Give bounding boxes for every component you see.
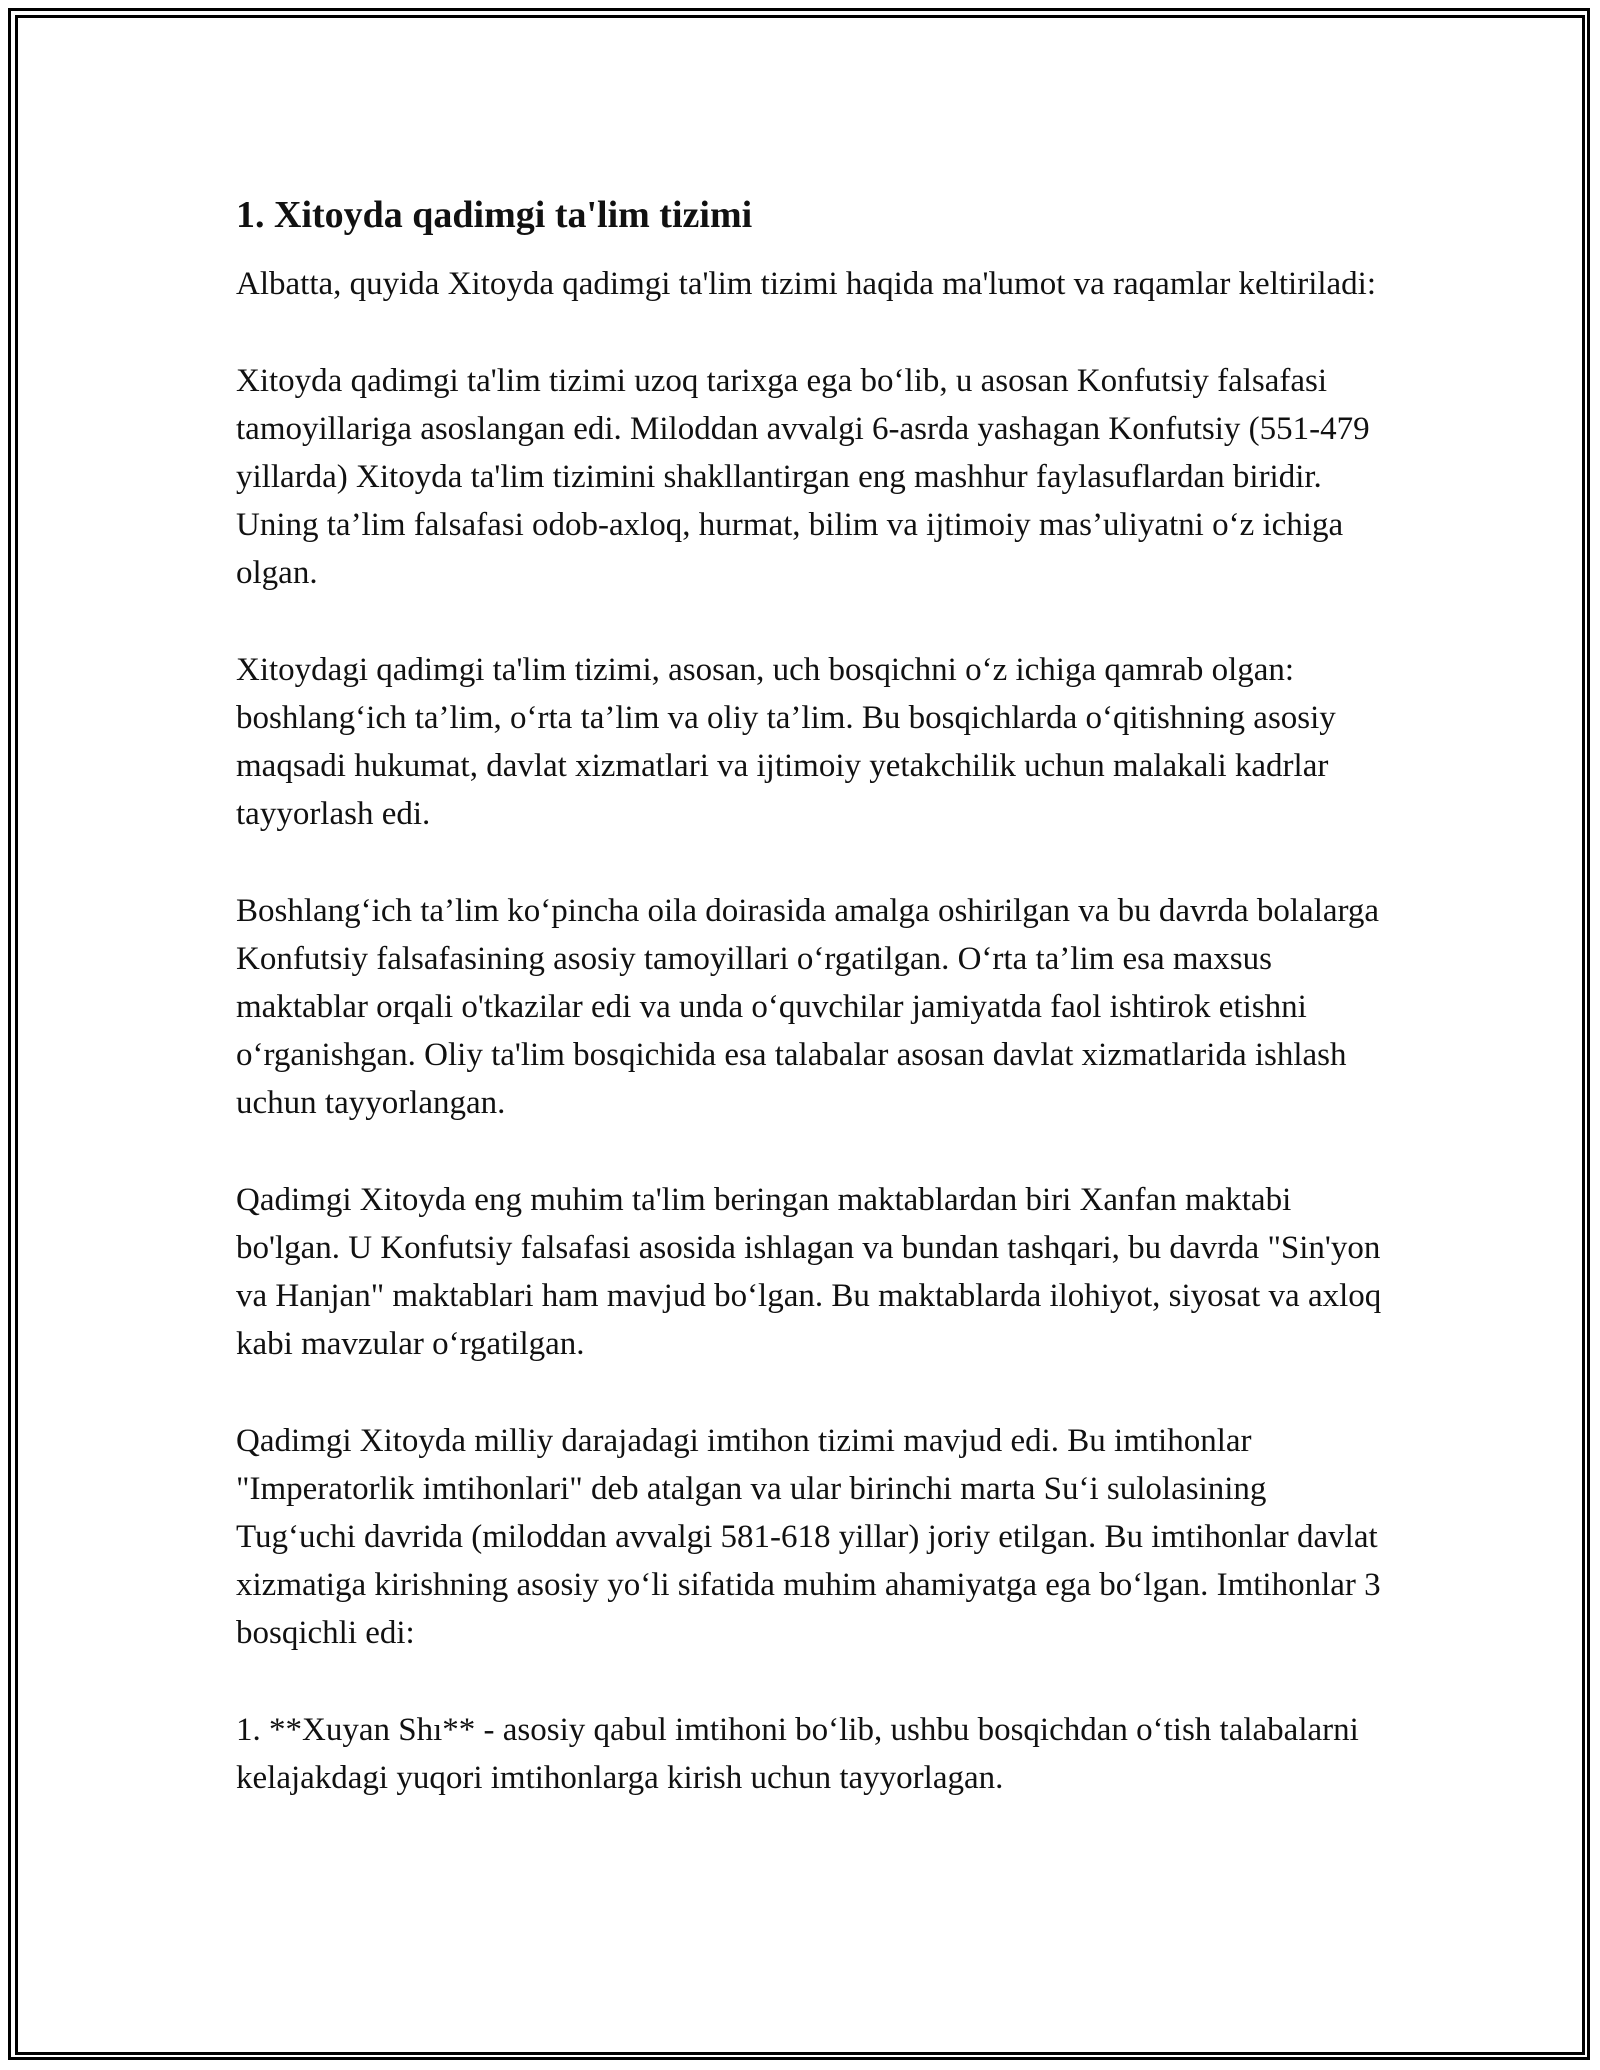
paragraph-history: Xitoyda qadimgi ta'lim tizimi uzoq tarixga ega bo‘lib, u asosan Konfutsiy falsafasi tamoyillariga asoslangan edi. Miloddan avvalgi 6-asrda yashagan Konfutsiy (551-479 yillarda) Xitoyda ta'lim tizimini shakllantirgan eng mashhur faylasuflardan biridir. Uning ta’lim falsafasi odob-axloq, hurmat, bilim va ijtimoiy mas’uliyatni o‘z ichiga olgan. [236, 363, 1370, 591]
paragraph-exams: Qadimgi Xitoyda milliy darajadagi imtihon tizimi mavjud edi. Bu imtihonlar "Imperatorlik imtihonlari" deb atalgan va ular birinchi marta Su‘i sulolasining Tug‘uchi davrida (miloddan avvalgi 581-618 yillar) joriy etilgan. Bu imtihonlar davlat xizmatiga kirishning asosiy yo‘li sifatida muhim ahamiyatga ega bo‘lgan. Imtihonlar 3 bosqichli edi: [236, 1423, 1381, 1651]
paragraph-education-levels: Boshlang‘ich ta’lim ko‘pincha oila doirasida amalga oshirilgan va bu davrda bolalarga Konfutsiy falsafasining asosiy tamoyillari o‘rgatilgan. O‘rta ta’lim esa maxsus maktablar orqali o'tkazilar edi va unda o‘quvchilar jamiyatda faol ishtirok etishni o‘rganishgan. Oliy ta'lim bosqichida esa talabalar asosan davlat xizmatlarida ishlash uchun tayyorlangan. [236, 893, 1380, 1121]
paragraph-exam-stage-1: 1. **Xuyan Shı** - asosiy qabul imtihoni bo‘lib, ushbu bosqichdan o‘tish talabalarni kelajakdagi yuqori imtihonlarga kirish uchun tayyorlagan. [236, 1712, 1359, 1796]
paragraph-intro: Albatta, quyida Xitoyda qadimgi ta'lim tizimi haqida ma'lumot va raqamlar keltiriladi: [236, 266, 1377, 302]
paragraph-schools: Qadimgi Xitoyda eng muhim ta'lim beringan maktablardan biri Xanfan maktabi bo'lgan. U Konfutsiy falsafasi asosida ishlagan va bundan tashqari, bu davrda "Sin'yon va Hanjan" maktablari ham mavjud bo‘lgan. Bu maktablarda ilohiyot, siyosat va axloq kabi mavzular o‘rgatilgan. [236, 1182, 1382, 1362]
paragraph-stages: Xitoydagi qadimgi ta'lim tizimi, asosan, uch bosqichni o‘z ichiga qamrab olgan: boshlang‘ich ta’lim, o‘rta ta’lim va oliy ta’lim. Bu bosqichlarda o‘qitishning asosiy maqsadi hukumat, davlat xizmatlari va ijtimoiy yetakchilik uchun malakali kadrlar tayyorlash edi. [236, 652, 1336, 832]
document-body [236, 190, 1386, 1851]
document-title: 1. Xitoyda qadimgi ta'lim tizimi [236, 194, 753, 236]
